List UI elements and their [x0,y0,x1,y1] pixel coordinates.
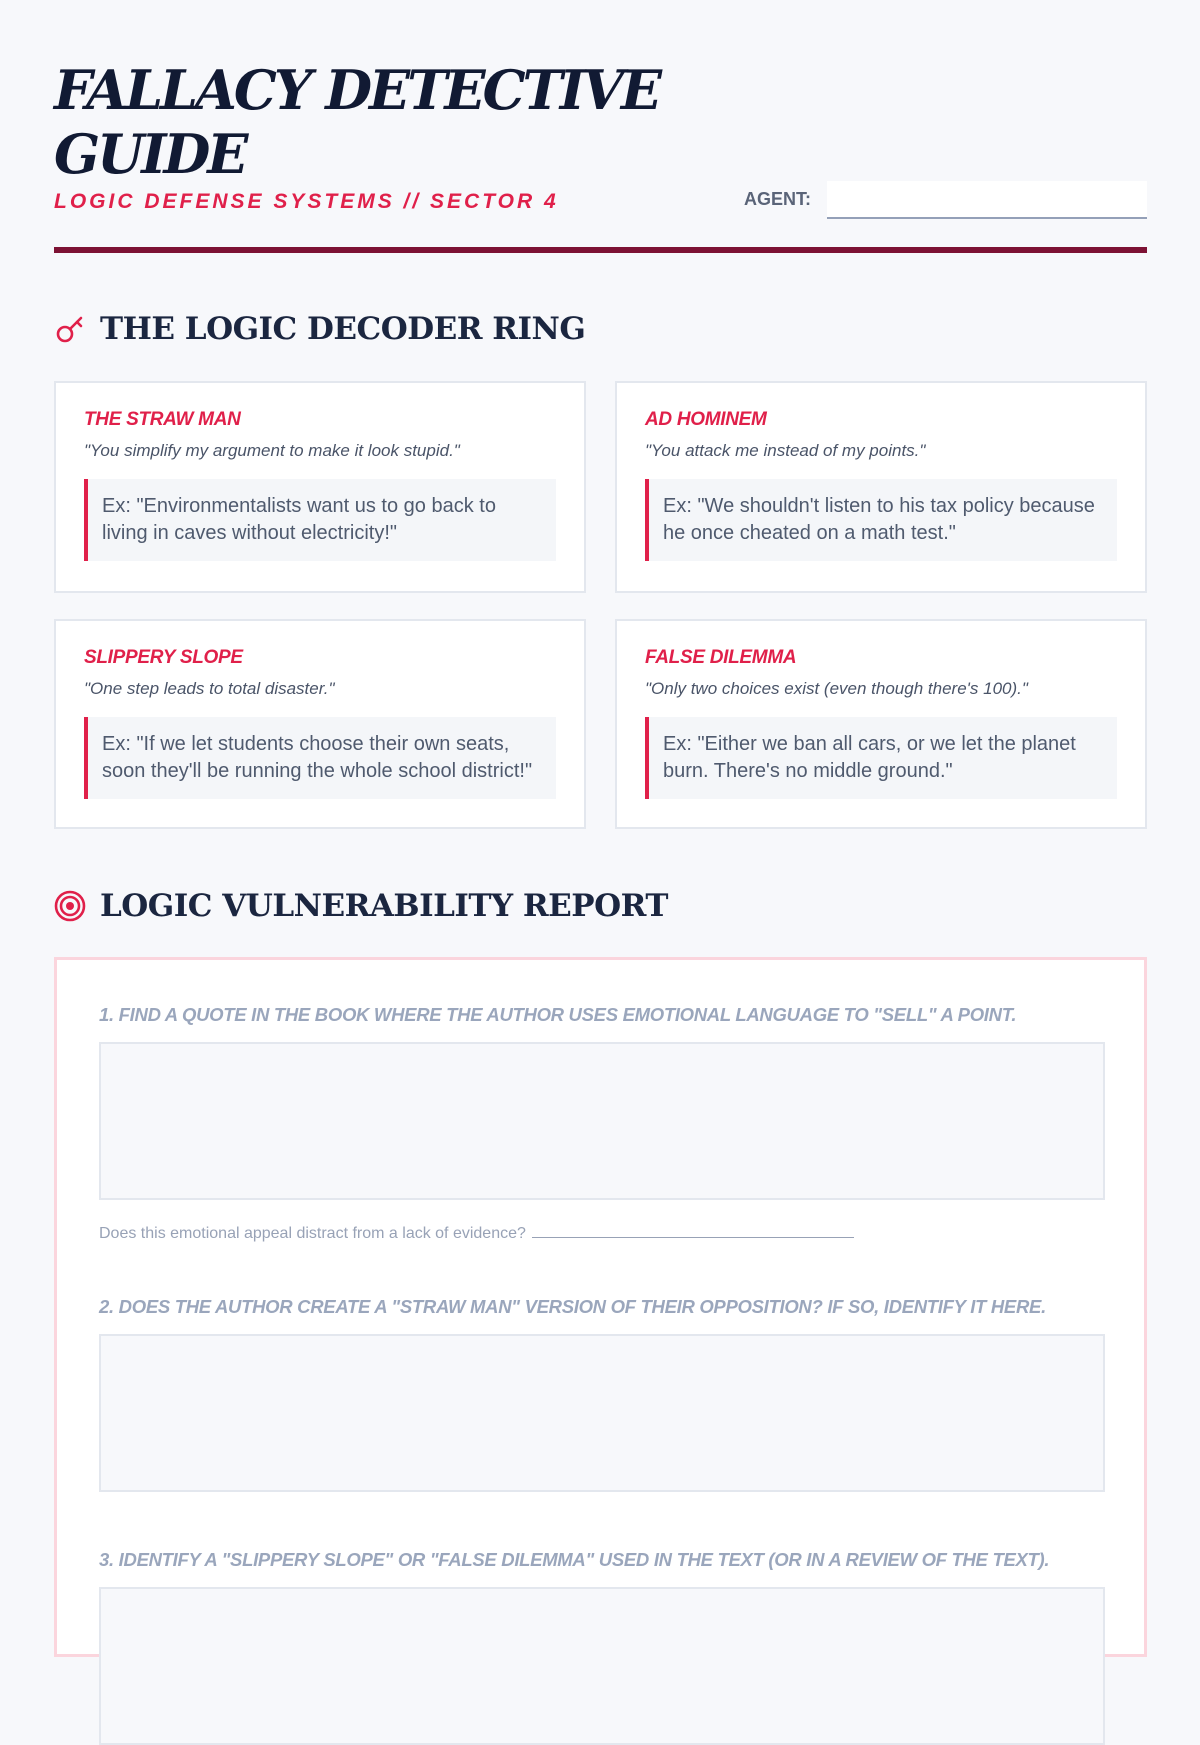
agent-name-input[interactable] [827,181,1147,219]
fallacy-definition: "One step leads to total disaster." [84,679,335,698]
page-subtitle: LOGIC DEFENSE SYSTEMS // SECTOR 4 [54,190,559,213]
fallacy-title: AD HOMINEM [645,409,767,430]
fallacy-title: SLIPPERY SLOPE [84,647,243,668]
key-icon [54,312,88,346]
question-3-answer[interactable] [99,1587,1105,1745]
question-2-label: 2. DOES THE AUTHOR CREATE A "STRAW MAN" VERSION OF THEIR OPPOSITION? IF SO, IDENTIFY IT HERE. [99,1296,1046,1317]
vulnerability-report-panel [54,957,1147,1657]
fallacy-example: Ex: "If we let students choose their own seats, soon they'll be running the whole school district!" [84,717,556,799]
page-title: FALLACY DETECTIVE GUIDE [54,58,660,186]
question-1-answer[interactable] [99,1042,1105,1200]
fallacy-title: THE STRAW MAN [84,409,241,430]
question-1-label: 1. FIND A QUOTE IN THE BOOK WHERE THE AUTHOR USES EMOTIONAL LANGUAGE TO "SELL" A POINT. [99,1004,1017,1025]
decoder-heading-text: THE LOGIC DECODER RING [100,311,586,347]
header-divider [54,247,1147,253]
target-icon [54,889,88,923]
fallacy-card-ad-hominem [615,381,1147,593]
fallacy-card-slippery-slope [54,619,586,829]
question-3-label: 3. IDENTIFY A "SLIPPERY SLOPE" OR "FALSE DILEMMA" USED IN THE TEXT (OR IN A REVIEW OF THE TEXT). [99,1549,1050,1570]
report-heading-text: LOGIC VULNERABILITY REPORT [100,888,668,924]
followup-blank-line[interactable] [532,1223,854,1238]
fallacy-definition: "You simplify my argument to make it look stupid." [84,441,460,460]
followup-prompt: Does this emotional appeal distract from a lack of evidence? [99,1225,526,1242]
question-1-followup [99,1223,854,1243]
decoder-heading [54,311,585,347]
question-2-answer[interactable] [99,1334,1105,1492]
fallacy-example: Ex: "Environmentalists want us to go back to living in caves without electricity!" [84,479,556,561]
agent-label: AGENT: [744,189,811,209]
report-heading [54,888,668,924]
fallacy-card-false-dilemma [615,619,1147,829]
fallacy-definition: "Only two choices exist (even though there's 100)." [645,679,1028,698]
fallacy-example: Ex: "Either we ban all cars, or we let the planet burn. There's no middle ground." [645,717,1117,799]
fallacy-card-straw-man [54,381,586,593]
fallacy-definition: "You attack me instead of my points." [645,441,926,460]
fallacy-example: Ex: "We shouldn't listen to his tax policy because he once cheated on a math test." [645,479,1117,561]
fallacy-title: FALSE DILEMMA [645,647,797,668]
